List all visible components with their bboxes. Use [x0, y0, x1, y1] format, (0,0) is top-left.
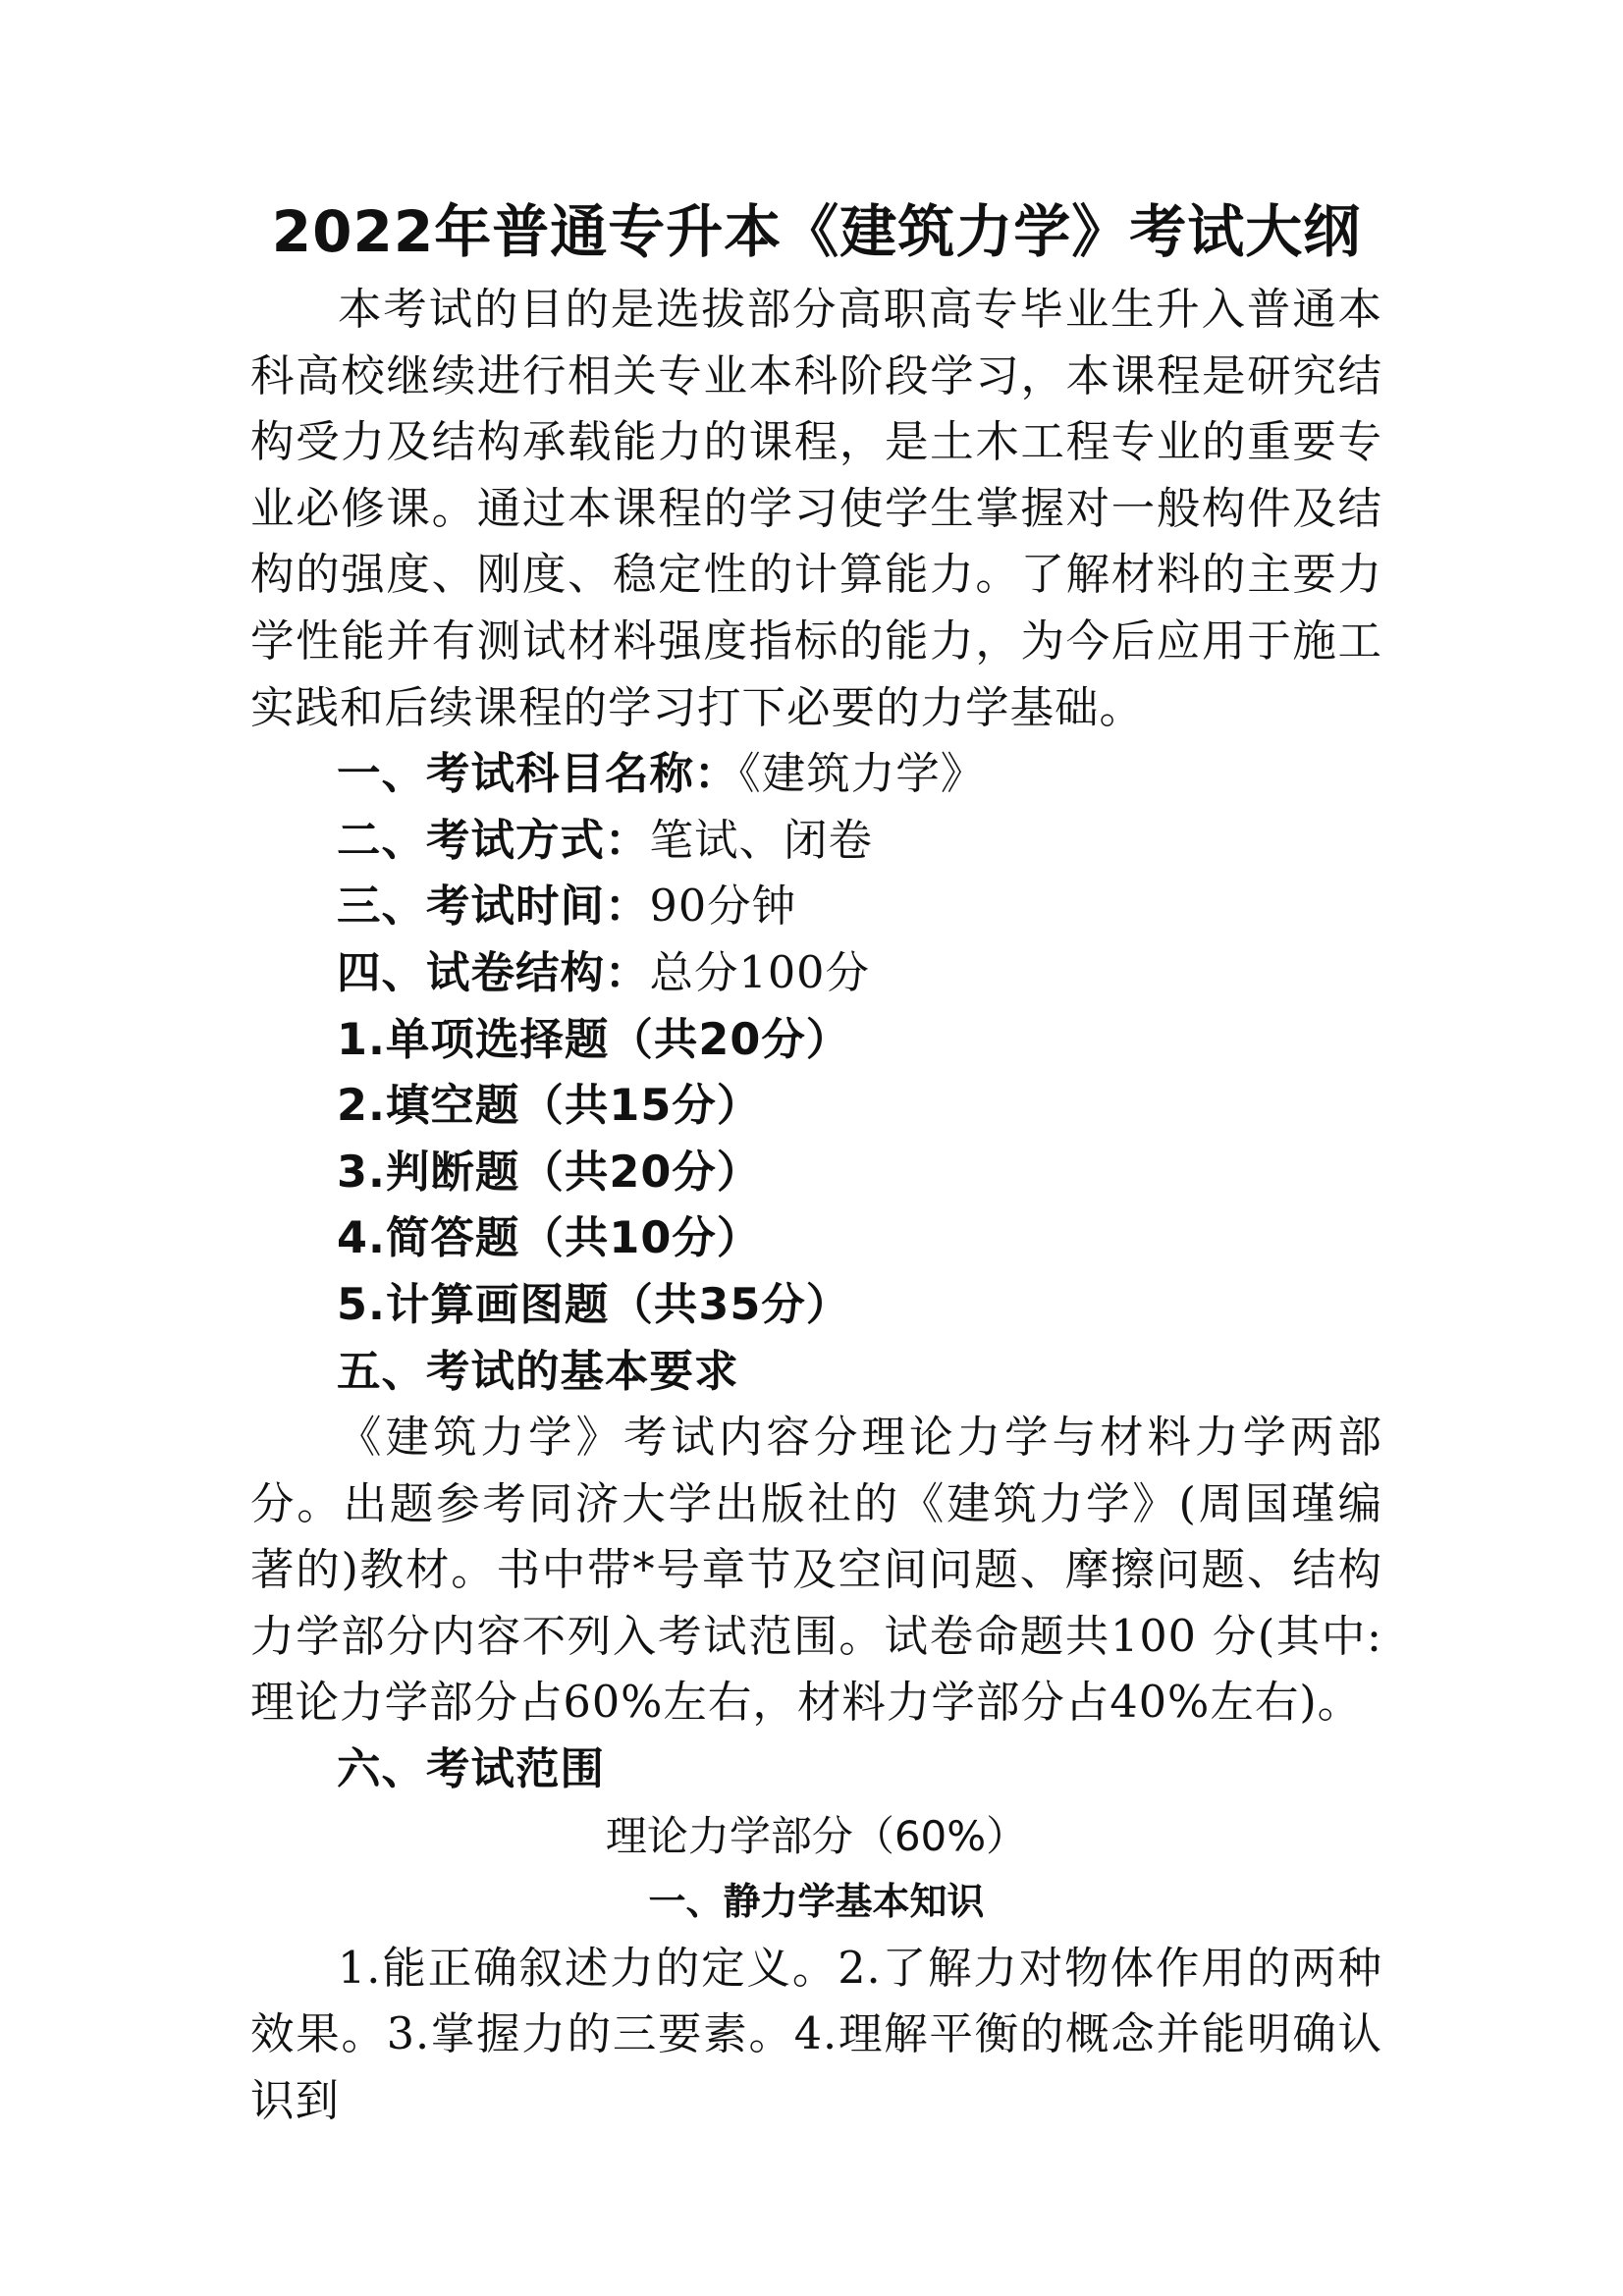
item-method-label: 二、考试方式： — [337, 815, 650, 866]
structure-item: 1.单项选择题（共20分） — [337, 1014, 851, 1065]
item-structure-value: 总分100分 — [649, 947, 870, 998]
chapter-title: 一、静力学基本知识 — [648, 1880, 985, 1924]
chapter-text: 1.能正确叙述力的定义。2.了解力对物体作用的两种效果。3.掌握力的三要素。4.理解平衡的概念并能明确认识到 — [250, 1943, 1382, 2127]
item-subject-label: 一、考试科目名称： — [337, 749, 739, 800]
item-structure-label: 四、试卷结构： — [337, 947, 650, 998]
page-title: 2022年普通专升本《建筑力学》考试大纲 — [271, 198, 1362, 265]
section-requirements-heading: 五、考试的基本要求 — [337, 1346, 739, 1397]
structure-item: 2.填空题（共15分） — [337, 1081, 762, 1132]
section-scope-heading: 六、考试范围 — [337, 1744, 606, 1795]
structure-item: 3.判断题（共20分） — [337, 1147, 762, 1198]
structure-item: 5.计算画图题（共35分） — [337, 1279, 851, 1330]
intro-paragraph: 本考试的目的是选拔部分高职高专毕业生升入普通本科高校继续进行相关专业本科阶段学习，本课程是研究结构受力及结构承载能力的课程，是土木工程专业的重要专业必修课。通过本课程的学习使学生掌握对一般构件及结构的强度、刚度、稳定性的计算能力。了解材料的主要力学性能并有测试材料强度指标的能力，为今后应用于施工实践和后续课程的学习打下必要的力学基础。 — [250, 285, 1382, 733]
section-requirements-text: 《建筑力学》考试内容分理论力学与材料力学两部分。出题参考同济大学出版社的《建筑力学》(周国瑾编著的)教材。书中带*号章节及空间问题、摩擦问题、结构力学部分内容不列入考试范围。试卷命题共100 分(其中:理论力学部分占60%左右，材料力学部分占40%左右)。 — [250, 1413, 1382, 1729]
item-time — [250, 874, 1382, 940]
item-subject-value: 《建筑力学》 — [738, 749, 986, 800]
part-title: 理论力学部分（60%） — [605, 1811, 1028, 1860]
item-structure — [250, 940, 1382, 1007]
item-time-label: 三、考试时间： — [337, 881, 650, 933]
item-time-value: 90分钟 — [649, 881, 797, 933]
document-page — [250, 192, 1382, 2135]
structure-item: 4.简答题（共10分） — [337, 1213, 762, 1264]
item-method-value: 笔试、闭卷 — [649, 815, 874, 866]
item-method — [250, 808, 1382, 875]
item-subject — [250, 741, 1382, 808]
